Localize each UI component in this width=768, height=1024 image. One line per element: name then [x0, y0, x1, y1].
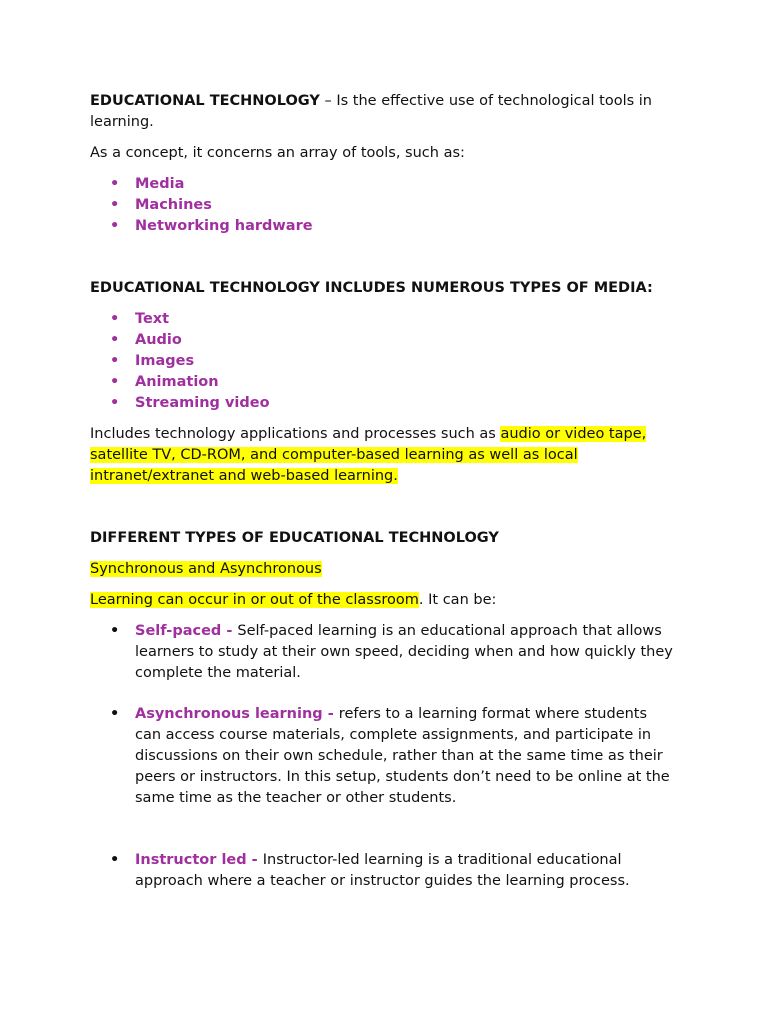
list-item: • Networking hardware	[90, 216, 690, 237]
media-heading: EDUCATIONAL TECHNOLOGY INCLUDES NUMEROUS TYPES OF MEDIA:	[90, 280, 653, 296]
list-item: • Audio	[90, 330, 710, 351]
tools-list	[90, 174, 690, 237]
bullet-icon: •	[110, 353, 120, 369]
bullet-icon: •	[110, 852, 120, 868]
bullet-icon: •	[110, 395, 120, 411]
classroom-line: Learning can occur in or out of the classroom. It can be:	[90, 592, 497, 608]
intro-definition	[90, 91, 690, 133]
applications-paragraph: Includes technology applications and processes such as audio or video tape, satellite TV, CD-ROM, and computer-based learning as well as local intranet/extranet and web-based learning.	[90, 426, 647, 484]
list-item: • Media	[90, 174, 690, 195]
types-heading: DIFFERENT TYPES OF EDUCATIONAL TECHNOLOGY	[90, 530, 499, 546]
intro-definition-text: – Is the effective use of technological tools in learning.	[90, 93, 652, 130]
list-item: • Self-paced - Self-paced learning is an educational approach that allows learners to study at their own speed, deciding when and how quickly they complete the material.	[110, 623, 673, 681]
bullet-icon: •	[110, 218, 120, 234]
bullet-icon: •	[110, 176, 120, 192]
bullet-icon: •	[110, 332, 120, 348]
list-item: • Images	[90, 351, 710, 372]
applications-highlight: audio or video tape, satellite TV, CD-ROM, and computer-based learning as well as local intranet/extranet and web-based learning.	[90, 426, 647, 484]
intro-term: EDUCATIONAL TECHNOLOGY	[90, 93, 320, 109]
bullet-icon: •	[110, 311, 120, 327]
concept-line: As a concept, it concerns an array of tools, such as:	[90, 145, 465, 161]
list-item: • Machines	[90, 195, 690, 216]
list-item: • Instructor led - Instructor-led learning is a traditional educational approach where a teacher or instructor guides the learning process.	[110, 852, 630, 889]
bullet-icon: •	[110, 623, 120, 639]
media-section	[90, 278, 710, 487]
types-list	[90, 621, 690, 892]
list-item: • Streaming video	[90, 393, 710, 414]
bullet-icon: •	[110, 374, 120, 390]
intro-section	[90, 91, 690, 237]
classroom-highlight: Learning can occur in or out of the classroom	[90, 592, 419, 608]
list-item: • Asynchronous learning - refers to a learning format where students can access course materials, complete assignments, and participate in discussions on their own schedule, rather than at the same time as their peers or instructors. In this setup, students don’t need to be online at the same time as the teacher or other students.	[110, 706, 670, 806]
bullet-icon: •	[110, 197, 120, 213]
list-item: • Animation	[90, 372, 710, 393]
types-section	[90, 528, 690, 892]
list-item: • Text	[90, 309, 710, 330]
sync-line: Synchronous and Asynchronous	[90, 561, 322, 577]
bullet-icon: •	[110, 706, 120, 722]
media-list	[90, 309, 710, 414]
